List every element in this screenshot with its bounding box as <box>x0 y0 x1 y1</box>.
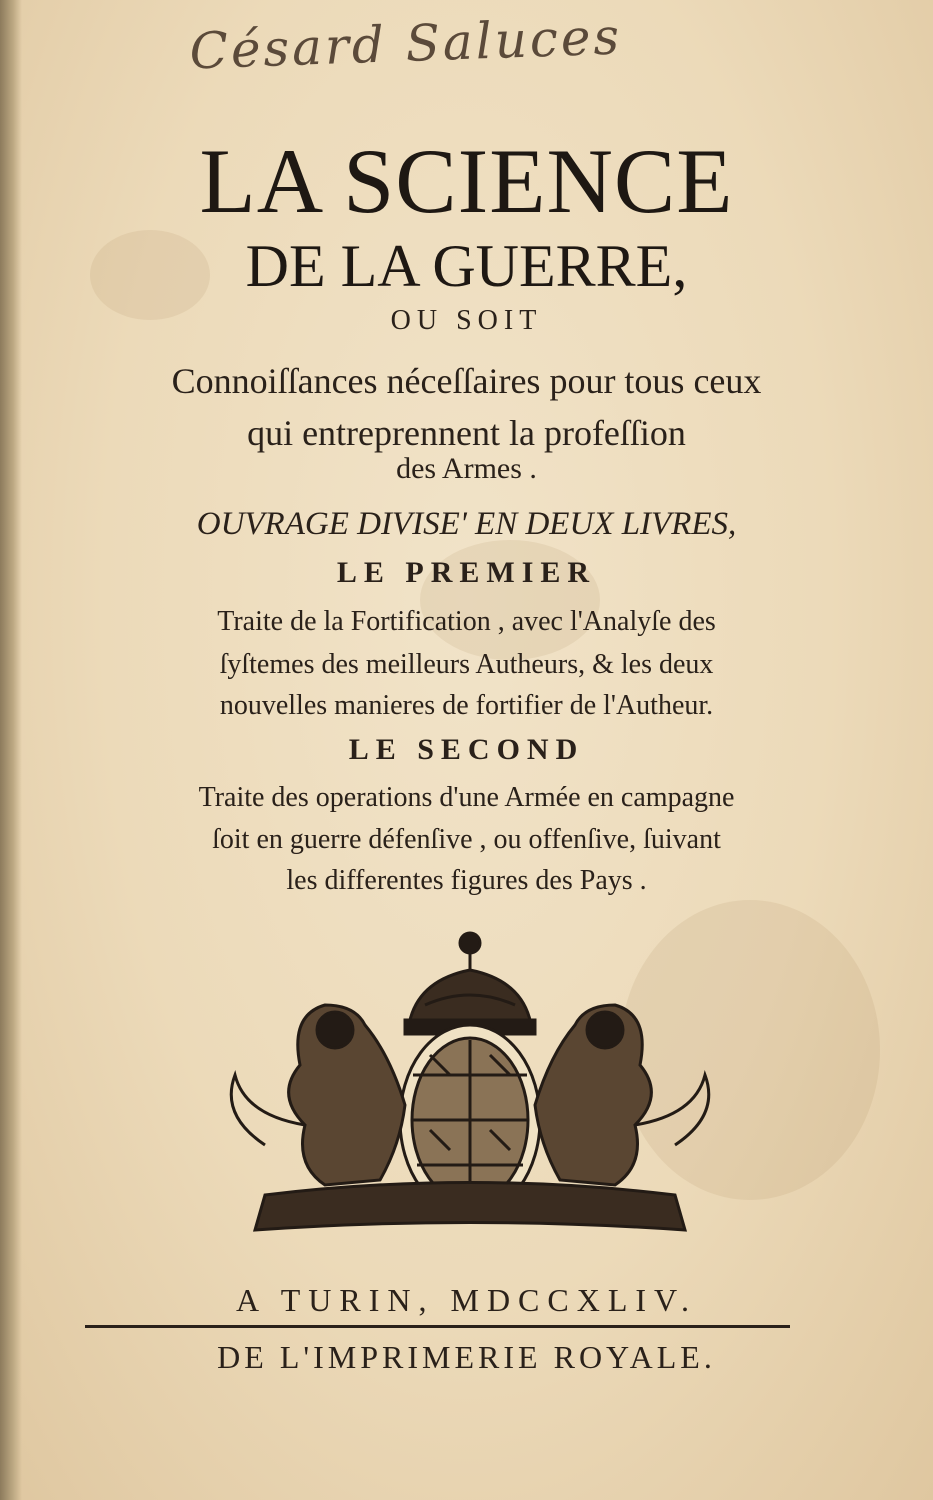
title-line-2: DE LA GUERRE, <box>245 233 688 299</box>
first-book-line-1: Traite de la Fortification , avec l'Analyſe des <box>217 606 716 637</box>
second-book-line-3: les differentes figures des Pays . <box>286 865 647 896</box>
description-line-3: des Armes . <box>396 452 537 485</box>
second-book-line-1: Traite des operations d'une Armée en campagne <box>198 782 735 813</box>
first-book-line-3: nouvelles manieres de fortifier de l'Autheur. <box>219 690 714 721</box>
first-book-heading: LE PREMIER <box>336 556 597 589</box>
second-book-line-2: ſoit en guerre défenſive , ou offenſive, ſuivant <box>212 824 721 855</box>
coat-of-arms-emblem <box>205 925 735 1255</box>
title-line-1: LA SCIENCE <box>199 130 734 232</box>
work-division: OUVRAGE DIVISE' EN DEUX LIVRES, <box>196 506 737 542</box>
imprint-place-date: A TURIN, MDCCXLIV. <box>235 1282 698 1318</box>
description-line-1: Connoiſſances néceſſaires pour tous ceux <box>171 361 762 401</box>
second-book-heading: LE SECOND <box>348 733 585 766</box>
handwritten-signature: Césard Saluces <box>188 7 623 81</box>
first-book-line-2: ſyſtemes des meilleurs Autheurs, & les deux <box>219 649 714 680</box>
title-line-3: OU SOIT <box>390 305 543 336</box>
description-line-2: qui entreprennent la profeſſion <box>247 413 686 453</box>
imprint-rule <box>85 1325 790 1328</box>
imprint-printer: DE L'IMPRIMERIE ROYALE. <box>217 1339 716 1375</box>
